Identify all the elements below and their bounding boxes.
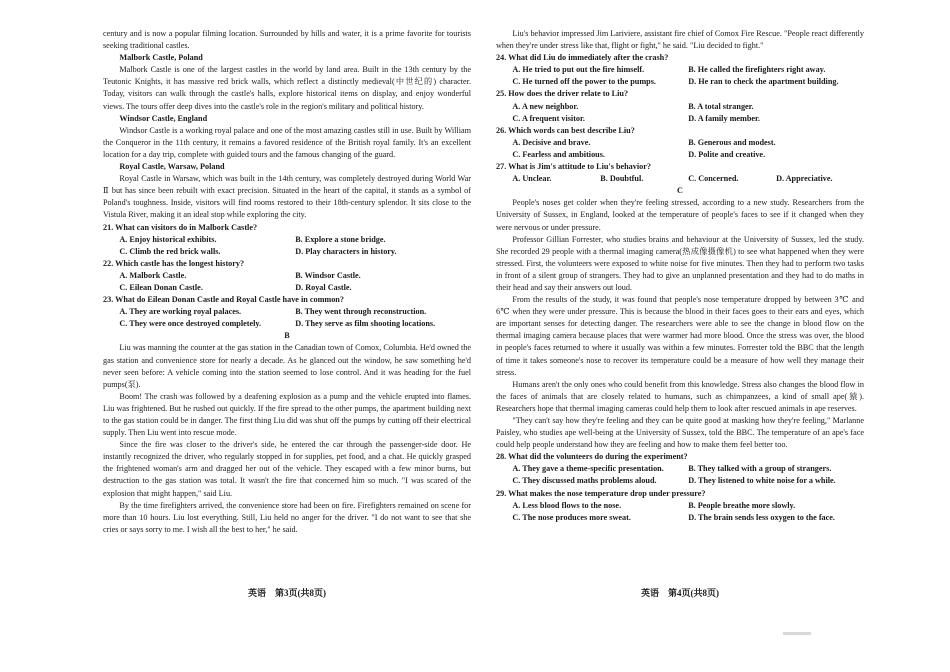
option-d: D. Royal Castle. — [295, 282, 352, 292]
royal-heading: Royal Castle, Warsaw, Poland — [119, 162, 225, 172]
page-footer-4: 英语 第4页(共8页) — [641, 588, 719, 598]
royal-text: Royal Castle in Warsaw, which was built in the 14th century, was completely destroyed during World War Ⅱ but has since been rebuilt with exact precision. Situated in the heart of the capital, it stands as a symbol of Poland's toughness. Inside, visitors will find rooms restored to their 18th-century splendor. It sits close to the Vistula River, making it an ideal stop while exploring the city. — [103, 174, 471, 220]
option-d: D. He ran to check the apartment building. — [688, 77, 839, 87]
passage-c-paragraph: Humans aren't the only ones who could benefit from this knowledge. Stress also changes the blood flow in the faces of animals that are closely related to humans, such as chimpanzees, a kind of small ape(猿). Researchers hope that thermal imaging cameras could help them to look after rescued animals in ape reserves. — [496, 379, 864, 413]
option-b: B. A total stranger. — [688, 101, 754, 111]
option-c: C. Concerned. — [688, 174, 739, 184]
question-text: 22. Which castle has the longest history? — [103, 258, 245, 268]
option-c: C. A frequent visitor. — [512, 113, 585, 123]
question-text: 26. Which words can best describe Liu? — [496, 125, 635, 135]
exam-page-3 — [103, 28, 471, 536]
question-text: 25. How does the driver relate to Liu? — [496, 89, 629, 99]
option-d: D. Polite and creative. — [688, 149, 766, 159]
question-26 — [496, 125, 864, 161]
question-text: 24. What did Liu do immediately after the crash? — [496, 53, 669, 63]
question-text: 23. What do Eilean Donan Castle and Royal Castle have in common? — [103, 295, 344, 305]
option-d: D. Play characters in history. — [295, 246, 397, 256]
option-a: A. He tried to put out the fire himself. — [512, 65, 645, 75]
option-b: B. Doubtful. — [600, 174, 644, 184]
passage-c-paragraph: Professor Gillian Forrester, who studies brains and behaviour at the University of Sussex, led the study. She recorded 29 people with a thermal imaging camera(热成像摄像机) to see what happened when they were stressed. First, the volunteers were exposed to white noise for five minutes. Then they had to perform two tasks in front of a silent group of strangers. They had to give an unplanned presentation and they had to do maths in their head and say their answers out loud. — [496, 234, 864, 292]
option-b: B. They went through reconstruction. — [295, 307, 427, 317]
option-a: A. Decisive and brave. — [512, 137, 591, 147]
passage-c-paragraph: "They can't say how they're feeling and they can be quite good at masking how they're feeling," Marlanne Paisley, who studies ape well-being at the University of Sussex, told the BBC. The temperature of an ape's face could help people understand how they are feeling and how to make them feel better too. — [496, 416, 864, 450]
question-25 — [496, 88, 864, 124]
scan-mark — [783, 632, 811, 635]
section-c-label: C — [677, 186, 683, 196]
page-footer-3: 英语 第3页(共8页) — [248, 588, 326, 598]
passage-c-paragraph: People's noses get colder when they're feeling stressed, according to a new study. Researchers from the University of Sussex, in England, looked at the temperature of people's faces to see if it changed when they were nervous or under pressure. — [496, 198, 864, 232]
question-23 — [103, 294, 471, 330]
passage-c-paragraph: From the results of the study, it was found that people's nose temperature dropped by between 3℃ and 6℃ when they were under pressure. This is because the blood in their faces goes to their ears and eyes, which are important senses for detecting danger. The researchers were able to see the change in blood flow on the thermal imaging camera because places that were warmer had more blood. Once the stress was over, the blood in people's faces returned to where it usually was within a few minutes. Forrester told the BBC that the length of time it takes someone's nose to recover its temperature could be a measure of how well they manage their stress. — [496, 295, 864, 377]
question-24 — [496, 52, 864, 88]
question-text: 29. What makes the nose temperature drop under pressure? — [496, 488, 706, 498]
question-21 — [103, 222, 471, 258]
passage-b-paragraph: Since the fire was closer to the driver's side, he entered the car through the passenger-side door. He instantly recognized the driver, who regularly stopped in for supplies, pet food, and a chat. He quickly grasped the frightened woman's arm and dragged her out of the vehicle. They escaped with a few minor burns, but destruction to the gas station was total. It wasn't the fire that concerned him so much. "I was scared of the explosion that might happen," said Liu. — [103, 440, 471, 498]
section-b-label: B — [284, 331, 290, 341]
passage-a-tail: century and is now a popular filming location. Surrounded by hills and water, it is a prime favorite for tourists seeking traditional castles. — [103, 29, 471, 51]
option-c: C. They were once destroyed completely. — [119, 319, 262, 329]
option-c: C. Climb the red brick walls. — [119, 246, 221, 256]
passage-b-paragraph: By the time firefighters arrived, the convenience store had been on fire. Firefighters remained on scene for more than 10 hours. Liu lost everything. Still, Liu held no anger for the driver. "I do not want to see that she cries or says sorry to me. I wish all the best to her," he said. — [103, 500, 471, 534]
malbork-text: Malbork Castle is one of the largest castles in the world by land area. Built in the 13th century by the Teutonic Knights, it has massive red brick walls, which reflect a distinctly medieval(中世纪的) character. Today, visitors can walk through the castle's halls, explore historical items on display, and enjoy wonderful views. The tours offer deep dives into the castle's role in the region's military and political history. — [103, 65, 471, 111]
option-b: B. They talked with a group of strangers. — [688, 464, 832, 474]
passage-b-paragraph: Boom! The crash was followed by a deafening explosion as a pump and the vehicle erupted into flames. Liu was frightened. But he rushed out quickly. If the fire spread to the other pumps, the apartment building next to the gas station could be in danger. The first thing Liu did was shut off the pumps by cutting off their electrical supply. Then Liu went into rescue mode. — [103, 391, 471, 438]
option-a: A. Unclear. — [512, 174, 552, 184]
question-text: 28. What did the volunteers do during the experiment? — [496, 452, 688, 462]
option-d: D. A family member. — [688, 113, 760, 123]
option-c: C. The nose produces more sweat. — [512, 512, 631, 522]
option-a: A. Less blood flows to the nose. — [512, 500, 622, 510]
option-c: C. They discussed maths problems aloud. — [512, 476, 657, 486]
option-a: A. Enjoy historical exhibits. — [119, 234, 217, 244]
option-c: C. He turned off the power to the pumps. — [512, 77, 656, 87]
question-text: 21. What can visitors do in Malbork Castle? — [103, 222, 258, 232]
option-a: A. They are working royal palaces. — [119, 307, 242, 317]
option-b: B. He called the firefighters right away. — [688, 65, 826, 75]
option-a: A. A new neighbor. — [512, 101, 579, 111]
windsor-heading: Windsor Castle, England — [119, 113, 208, 123]
option-c: C. Eilean Donan Castle. — [119, 282, 203, 292]
option-a: A. Malbork Castle. — [119, 270, 187, 280]
option-d: D. They listened to white noise for a while. — [688, 476, 836, 486]
question-28 — [496, 451, 864, 487]
option-d: D. The brain sends less oxygen to the face. — [688, 512, 835, 522]
question-text: 27. What is Jim's attitude to Liu's behavior? — [496, 162, 651, 172]
passage-b-paragraph: Liu was manning the counter at the gas station in the Canadian town of Comox, Columbia. He'd owned the gas station and convenience store for nearly a decade. As he glanced out the window, he saw something he'd never seen before: A vehicle coming into the station seemed to lose control. And it was heading for the fuel pumps(泵). — [103, 343, 471, 389]
windsor-text: Windsor Castle is a working royal palace and one of the most amazing castles still in use. Built by William the Conqueror in the 11th century, it remains a favored residence of the British royal family. It's an excellent location for a day trip, complete with guided tours and the famous changing of the guard. — [103, 125, 471, 159]
malbork-heading: Malbork Castle, Poland — [119, 53, 203, 63]
option-b: B. Generous and modest. — [688, 137, 776, 147]
question-27 — [496, 161, 864, 185]
option-d: D. Appreciative. — [776, 174, 833, 184]
option-a: A. They gave a theme-specific presentation. — [512, 464, 664, 474]
option-b: B. Explore a stone bridge. — [295, 234, 386, 244]
option-d: D. They serve as film shooting locations. — [295, 319, 436, 329]
passage-b-tail: Liu's behavior impressed Jim Lariviere, assistant fire chief of Comox Fire Rescue. "People react differently when they're under stress like that, flight or fight," he said. "Liu decided to fight." — [496, 29, 865, 51]
option-c: C. Fearless and ambitious. — [512, 149, 605, 159]
option-b: B. Windsor Castle. — [295, 270, 361, 280]
exam-page-4 — [496, 28, 864, 524]
option-b: B. People breathe more slowly. — [688, 500, 796, 510]
question-22 — [103, 258, 471, 294]
question-29 — [496, 488, 864, 524]
